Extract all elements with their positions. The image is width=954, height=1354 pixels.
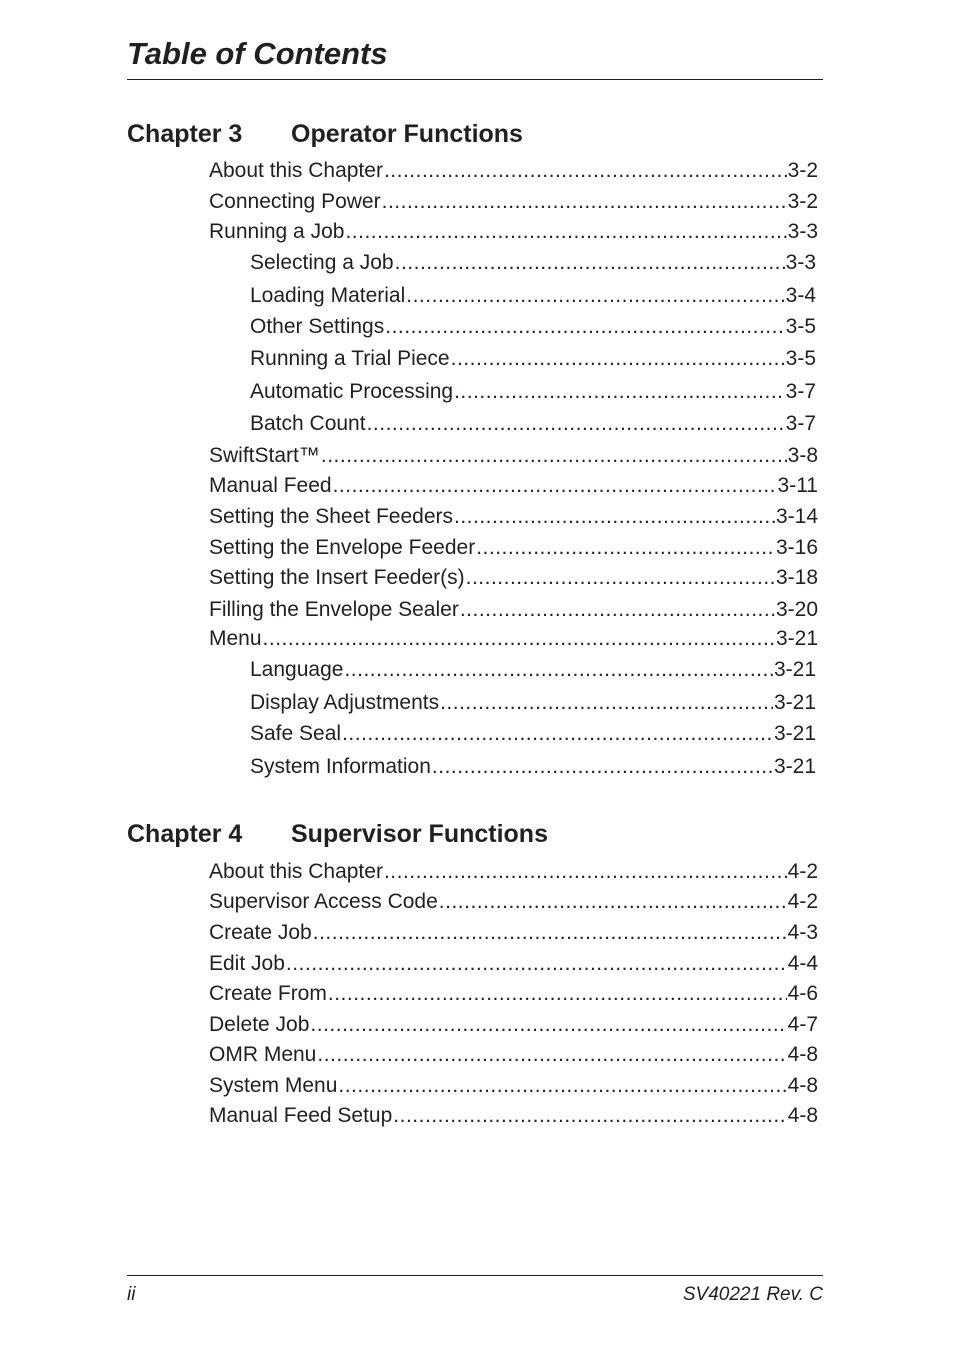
toc-entry[interactable] xyxy=(209,596,818,624)
toc-entry[interactable] xyxy=(209,1102,818,1130)
toc-entry-page: 3-5 xyxy=(785,347,816,370)
toc-entry-page: 3-16 xyxy=(775,536,818,559)
toc-entry-page: 3-4 xyxy=(785,284,816,307)
toc-entry-page: 3-7 xyxy=(785,380,816,403)
toc-entry-label: Manual Feed xyxy=(209,474,332,497)
dot-leader xyxy=(406,282,784,310)
toc-entry-label: Manual Feed Setup xyxy=(209,1104,393,1127)
dot-leader xyxy=(382,188,787,216)
toc-entry-page: 4-3 xyxy=(787,921,818,944)
dot-leader xyxy=(263,625,775,653)
toc-entry-page: 3-21 xyxy=(773,722,816,745)
toc-entry[interactable] xyxy=(209,1041,818,1069)
toc-entry-page: 4-2 xyxy=(787,860,818,883)
toc-entry-page: 3-3 xyxy=(785,251,816,274)
footer-page-number: ii xyxy=(127,1284,136,1305)
toc-entry[interactable] xyxy=(250,249,816,277)
dot-leader xyxy=(321,442,787,470)
footer-rule xyxy=(127,1275,823,1276)
dot-leader xyxy=(328,980,787,1008)
dot-leader xyxy=(367,410,785,438)
dot-leader xyxy=(395,249,785,277)
dot-leader xyxy=(439,888,787,916)
toc-entry[interactable] xyxy=(209,534,818,562)
dot-leader xyxy=(476,534,775,562)
chapter-title: Operator Functions xyxy=(291,120,523,148)
toc-entry-label: Edit Job xyxy=(209,952,285,975)
toc-entry[interactable] xyxy=(250,720,816,748)
toc-entry-label: Batch Count xyxy=(250,412,366,435)
toc-entry[interactable] xyxy=(209,218,818,246)
dot-leader xyxy=(286,950,787,978)
toc-entry-label: Connecting Power xyxy=(209,190,381,213)
dot-leader xyxy=(385,313,784,341)
toc-entry-label: Menu xyxy=(209,627,262,650)
dot-leader xyxy=(451,345,785,373)
toc-entry-label: Delete Job xyxy=(209,1013,310,1036)
toc-entry[interactable] xyxy=(209,980,818,1008)
toc-entry[interactable] xyxy=(209,564,818,592)
toc-entry-label: System Menu xyxy=(209,1074,338,1097)
dot-leader xyxy=(345,218,786,246)
toc-entry[interactable] xyxy=(209,888,818,916)
toc-entry-label: Safe Seal xyxy=(250,722,342,745)
toc-entry-label: Display Adjustments xyxy=(250,691,440,714)
toc-entry[interactable] xyxy=(209,503,818,531)
toc-entry[interactable] xyxy=(250,753,816,781)
toc-entry-label: SwiftStart™ xyxy=(209,444,320,467)
toc-entry-page: 4-8 xyxy=(787,1074,818,1097)
toc-entry-label: Selecting a Job xyxy=(250,251,394,274)
toc-entry-label: Running a Trial Piece xyxy=(250,347,450,370)
toc-entry-label: System Information xyxy=(250,755,431,778)
toc-entry-page: 3-5 xyxy=(785,315,816,338)
chapter-number: Chapter 4 xyxy=(127,820,243,848)
toc-entry[interactable] xyxy=(209,625,818,653)
toc-entry[interactable] xyxy=(209,157,818,185)
toc-entry-label: About this Chapter xyxy=(209,860,383,883)
toc-entry[interactable] xyxy=(250,345,816,373)
toc-entry-label: Other Settings xyxy=(250,315,385,338)
toc-entry-page: 3-8 xyxy=(787,444,818,467)
toc-entry[interactable] xyxy=(209,858,818,886)
dot-leader xyxy=(338,1072,786,1100)
toc-entry-label: Language xyxy=(250,658,344,681)
footer-doc-id: SV40221 Rev. C xyxy=(682,1284,823,1305)
dot-leader xyxy=(313,919,787,947)
toc-entry[interactable] xyxy=(209,442,818,470)
toc-entry[interactable] xyxy=(209,919,818,947)
dot-leader xyxy=(384,858,787,886)
toc-entry-page: 3-3 xyxy=(787,220,818,243)
dot-leader xyxy=(342,720,773,748)
dot-leader xyxy=(454,503,775,531)
chapter-title: Supervisor Functions xyxy=(291,820,548,848)
toc-entry-page: 3-14 xyxy=(775,505,818,528)
toc-entry-label: Create From xyxy=(209,982,327,1005)
toc-entry-page: 4-8 xyxy=(787,1043,818,1066)
dot-leader xyxy=(393,1102,786,1130)
chapter-number: Chapter 3 xyxy=(127,120,243,148)
toc-entry[interactable] xyxy=(209,950,818,978)
dot-leader xyxy=(440,689,773,717)
toc-entry-label: Filling the Envelope Sealer xyxy=(209,598,459,621)
dot-leader xyxy=(460,596,775,624)
toc-entry-page: 3-21 xyxy=(775,627,818,650)
toc-entry[interactable] xyxy=(250,378,816,406)
toc-entry-page: 3-2 xyxy=(787,190,818,213)
toc-entry[interactable] xyxy=(250,689,816,717)
toc-entry[interactable] xyxy=(250,313,816,341)
toc-entry[interactable] xyxy=(209,1011,818,1039)
dot-leader xyxy=(454,378,785,406)
toc-entry-label: Setting the Envelope Feeder xyxy=(209,536,476,559)
toc-entry-page: 3-21 xyxy=(773,691,816,714)
toc-entry-label: Create Job xyxy=(209,921,312,944)
toc-entry[interactable] xyxy=(250,656,816,684)
dot-leader xyxy=(432,753,773,781)
toc-entry-label: Setting the Sheet Feeders xyxy=(209,505,453,528)
toc-entry-page: 4-4 xyxy=(787,952,818,975)
toc-entry[interactable] xyxy=(250,410,816,438)
toc-entry-label: Running a Job xyxy=(209,220,345,243)
toc-entry-page: 3-7 xyxy=(785,412,816,435)
toc-entry-page: 3-18 xyxy=(775,566,818,589)
dot-leader xyxy=(344,656,773,684)
header-rule xyxy=(127,79,823,80)
toc-entry-label: About this Chapter xyxy=(209,159,383,182)
toc-entry-page: 3-2 xyxy=(787,159,818,182)
chapter-4-heading xyxy=(127,818,548,850)
toc-entry[interactable] xyxy=(209,472,818,500)
toc-entry-label: Automatic Processing xyxy=(250,380,454,403)
toc-entry-page: 3-11 xyxy=(777,474,818,497)
toc-entry[interactable] xyxy=(209,1072,818,1100)
dot-leader xyxy=(333,472,777,500)
toc-entry-label: Setting the Insert Feeder(s) xyxy=(209,566,465,589)
toc-entry[interactable] xyxy=(250,282,816,310)
dot-leader xyxy=(310,1011,786,1039)
toc-entry-page: 3-21 xyxy=(773,658,816,681)
toc-entry-page: 4-2 xyxy=(787,890,818,913)
toc-entry-page: 3-21 xyxy=(773,755,816,778)
toc-entry[interactable] xyxy=(209,188,818,216)
toc-entry-page: 4-8 xyxy=(787,1104,818,1127)
dot-leader xyxy=(466,564,775,592)
toc-entry-label: Loading Material xyxy=(250,284,406,307)
toc-entry-label: OMR Menu xyxy=(209,1043,317,1066)
dot-leader xyxy=(317,1041,786,1069)
page-title: Table of Contents xyxy=(127,36,388,71)
chapter-3-heading xyxy=(127,118,523,150)
toc-entry-page: 3-20 xyxy=(775,598,818,621)
dot-leader xyxy=(384,157,787,185)
toc-entry-page: 4-6 xyxy=(787,982,818,1005)
toc-entry-label: Supervisor Access Code xyxy=(209,890,438,913)
toc-entry-page: 4-7 xyxy=(787,1013,818,1036)
